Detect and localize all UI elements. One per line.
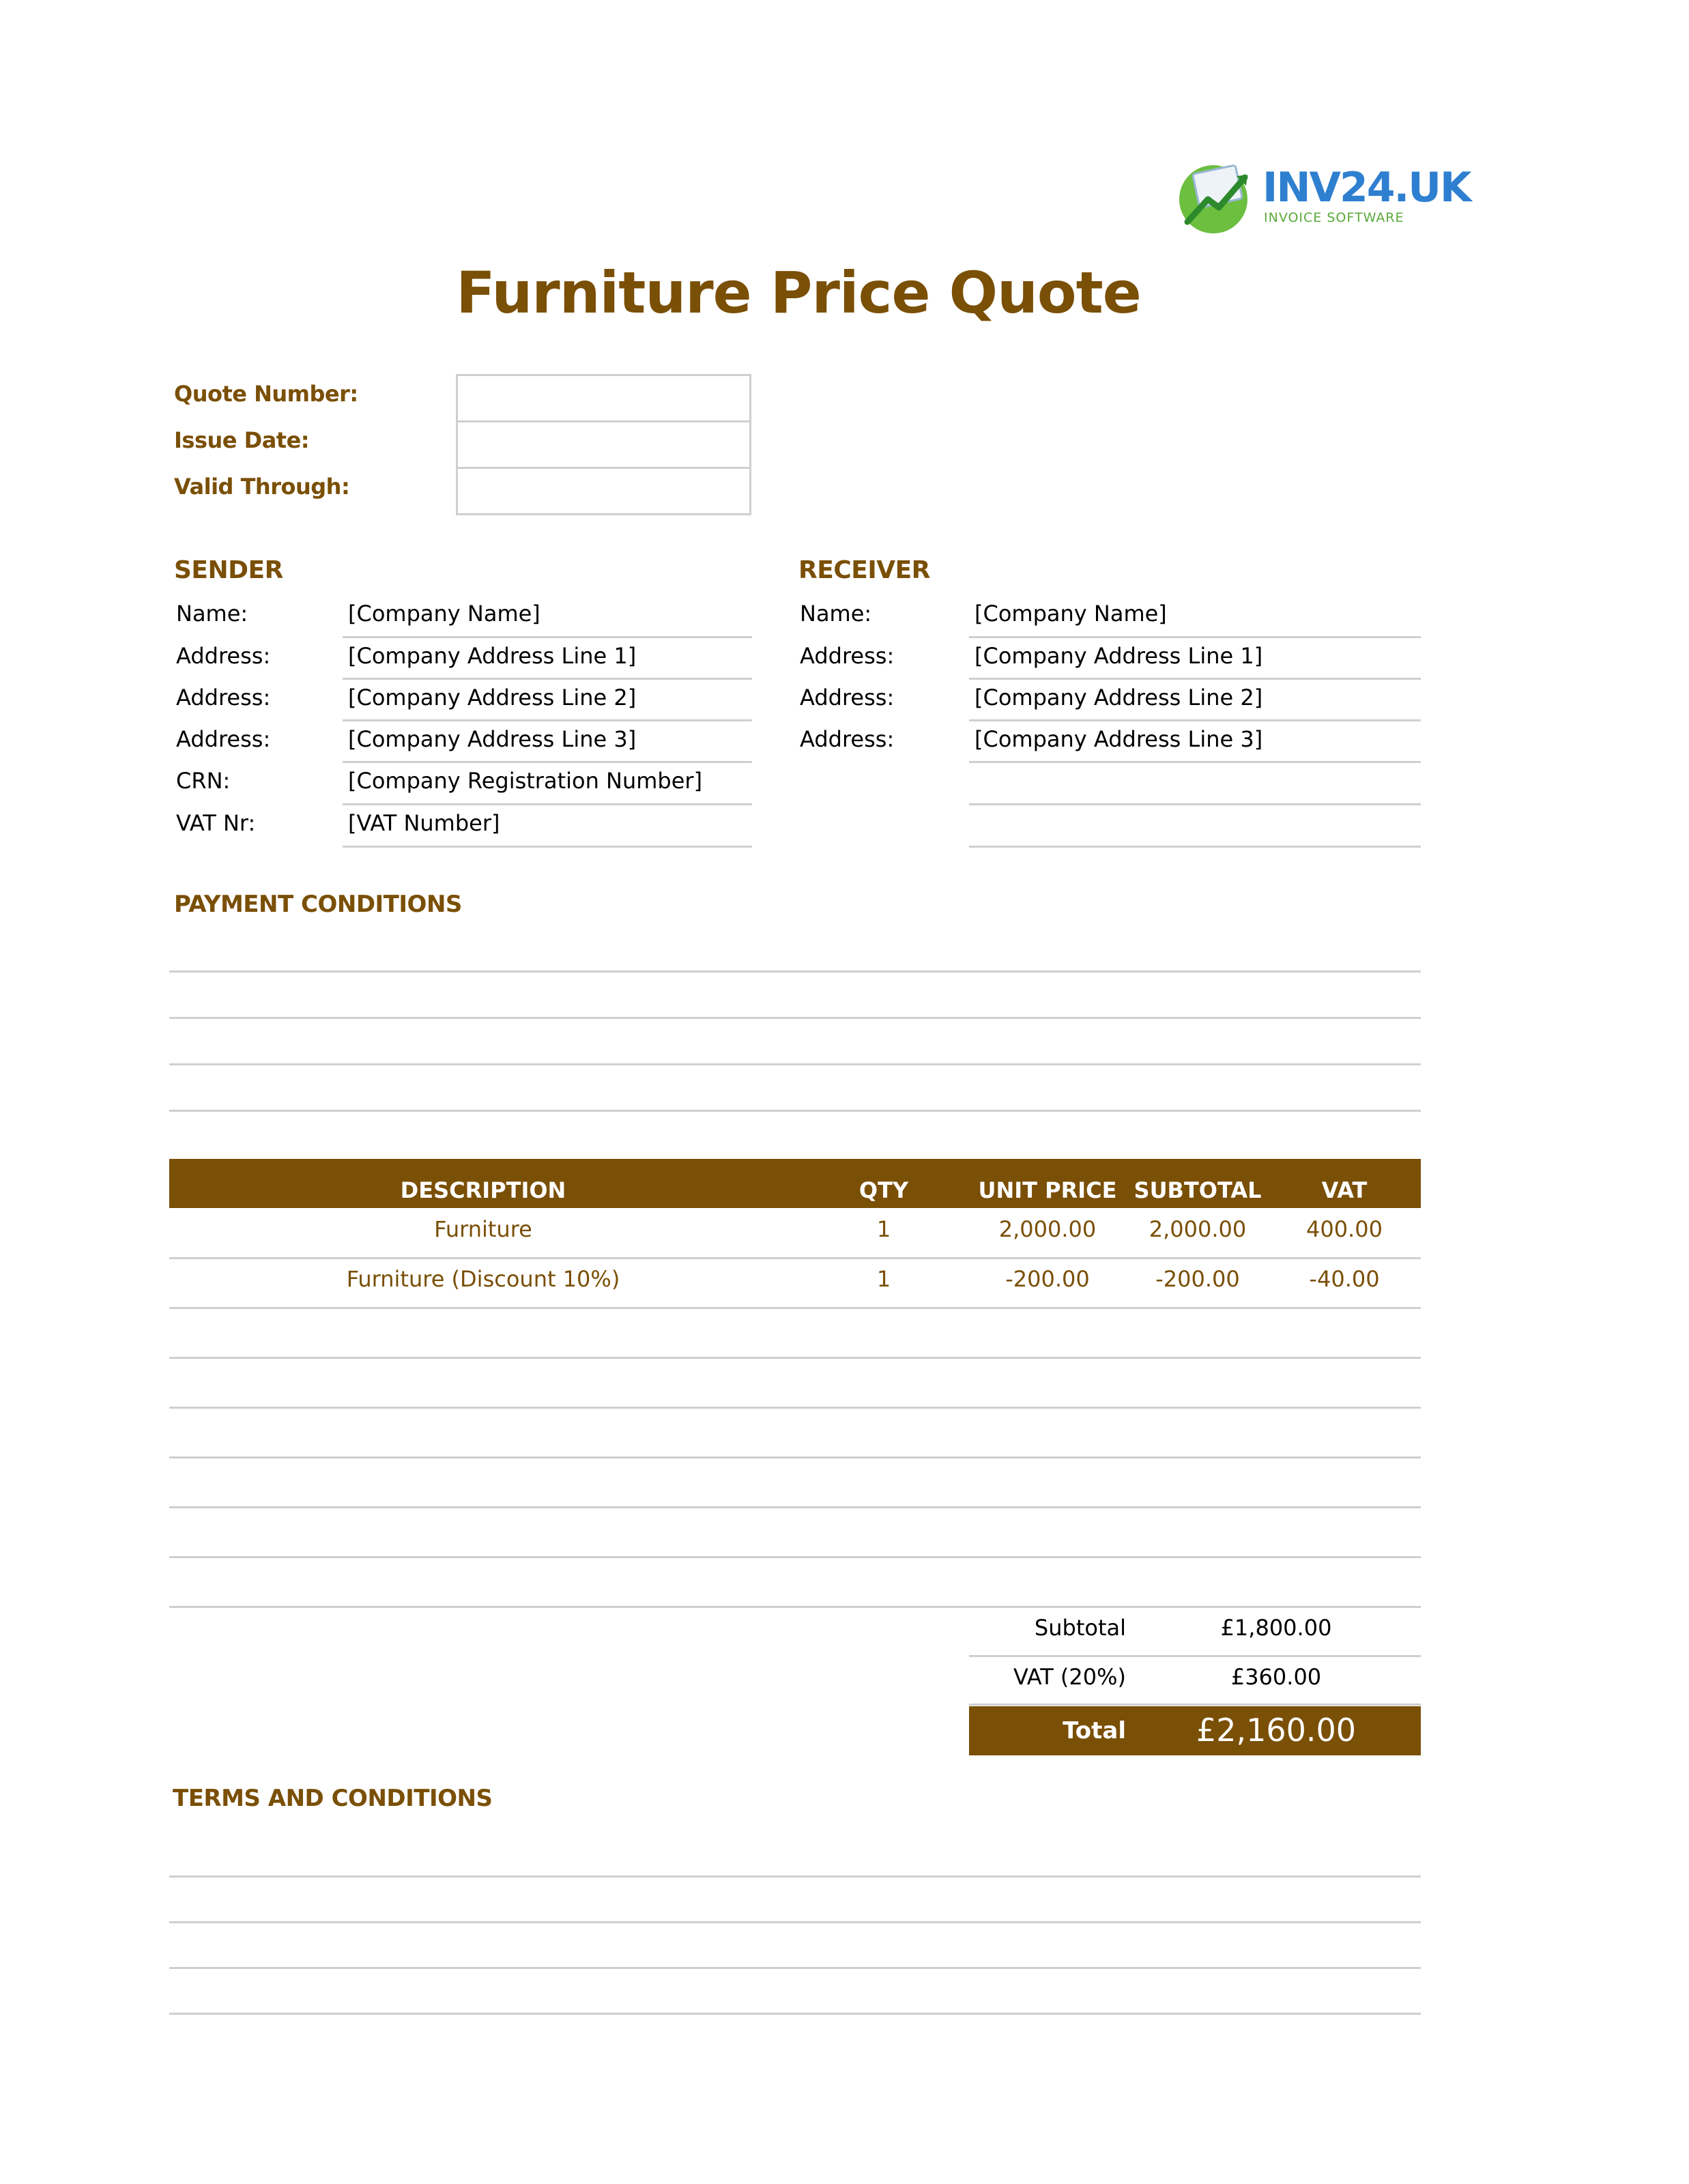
cell-subtotal: -200.00 <box>1155 1266 1240 1292</box>
page-title: Furniture Price Quote <box>456 259 1141 326</box>
table-row[interactable] <box>169 1259 1421 1307</box>
receiver-address-3-value[interactable]: [Company Address Line 3] <box>975 726 1263 752</box>
sender-address-3-value[interactable]: [Company Address Line 3] <box>348 726 637 752</box>
divider <box>969 1704 1421 1706</box>
sender-address-2-value[interactable]: [Company Address Line 2] <box>348 685 637 710</box>
divider <box>969 846 1421 848</box>
sender-crn-label: CRN: <box>176 768 231 794</box>
column-header-description: DESCRIPTION <box>400 1177 566 1203</box>
subtotal-label: Subtotal <box>1034 1615 1126 1641</box>
logo-tagline: INVOICE SOFTWARE <box>1264 210 1404 225</box>
sender-vat-label: VAT Nr: <box>176 810 256 836</box>
receiver-address-label: Address: <box>800 726 895 752</box>
divider <box>969 719 1421 721</box>
divider <box>343 636 752 638</box>
payment-conditions-line[interactable] <box>169 1063 1421 1065</box>
divider <box>969 678 1421 680</box>
empty-table-row[interactable] <box>169 1407 1421 1409</box>
divider <box>343 846 752 848</box>
column-header-vat: VAT <box>1321 1177 1368 1203</box>
divider <box>169 1307 1421 1309</box>
logo-emblem-icon <box>1174 157 1262 239</box>
valid-through-label: Valid Through: <box>174 474 350 500</box>
receiver-name-value[interactable]: [Company Name] <box>975 601 1167 627</box>
sender-address-label: Address: <box>176 643 271 669</box>
divider <box>969 1655 1421 1657</box>
terms-line[interactable] <box>169 1921 1421 1923</box>
cell-description: Furniture (Discount 10%) <box>346 1266 620 1292</box>
receiver-address-label: Address: <box>800 685 895 710</box>
payment-conditions-line[interactable] <box>169 1017 1421 1019</box>
receiver-address-label: Address: <box>800 643 895 669</box>
payment-conditions-line[interactable] <box>169 971 1421 973</box>
empty-table-row[interactable] <box>169 1556 1421 1558</box>
vat-value: £360.00 <box>1230 1664 1322 1690</box>
divider <box>343 761 752 763</box>
sender-name-value[interactable]: [Company Name] <box>348 601 540 627</box>
sender-crn-value[interactable]: [Company Registration Number] <box>348 768 703 794</box>
total-value: £2,160.00 <box>1196 1712 1357 1749</box>
column-header-subtotal: SUBTOTAL <box>1134 1177 1262 1203</box>
valid-through-field[interactable] <box>456 467 751 515</box>
total-label: Total <box>1063 1717 1126 1744</box>
sender-heading: SENDER <box>174 556 283 584</box>
quote-number-field[interactable] <box>456 374 751 422</box>
sender-vat-value[interactable]: [VAT Number] <box>348 810 500 836</box>
terms-line[interactable] <box>169 1876 1421 1878</box>
payment-conditions-heading: PAYMENT CONDITIONS <box>174 891 462 918</box>
empty-table-row[interactable] <box>169 1357 1421 1359</box>
sender-address-label: Address: <box>176 685 271 710</box>
cell-vat: 400.00 <box>1306 1216 1383 1242</box>
divider <box>343 678 752 680</box>
logo-brand-text: INV24.UK <box>1262 164 1471 212</box>
column-header-qty: QTY <box>858 1177 909 1203</box>
receiver-name-label: Name: <box>800 601 872 627</box>
sender-address-1-value[interactable]: [Company Address Line 1] <box>348 643 637 669</box>
divider <box>969 636 1421 638</box>
receiver-heading: RECEIVER <box>798 556 930 584</box>
receiver-address-1-value[interactable]: [Company Address Line 1] <box>975 643 1263 669</box>
cell-description: Furniture <box>434 1216 532 1242</box>
cell-qty: 1 <box>876 1266 891 1292</box>
subtotal-value: £1,800.00 <box>1220 1615 1332 1641</box>
issue-date-field[interactable] <box>456 420 751 469</box>
cell-subtotal: 2,000.00 <box>1149 1216 1247 1242</box>
cell-unit-price: -200.00 <box>1005 1266 1090 1292</box>
terms-line[interactable] <box>169 2013 1421 2015</box>
table-row[interactable] <box>169 1209 1421 1257</box>
cell-vat: -40.00 <box>1309 1266 1380 1292</box>
quote-number-label: Quote Number: <box>174 381 358 407</box>
divider <box>969 761 1421 763</box>
cell-qty: 1 <box>876 1216 891 1242</box>
divider <box>343 719 752 721</box>
empty-table-row[interactable] <box>169 1606 1421 1608</box>
divider <box>969 803 1421 805</box>
terms-heading: TERMS AND CONDITIONS <box>173 1785 493 1812</box>
vat-label: VAT (20%) <box>1013 1664 1126 1690</box>
issue-date-label: Issue Date: <box>174 427 310 453</box>
sender-address-label: Address: <box>176 726 271 752</box>
sender-name-label: Name: <box>176 601 248 627</box>
payment-conditions-line[interactable] <box>169 1110 1421 1112</box>
divider <box>343 803 752 805</box>
column-header-unit-price: UNIT PRICE <box>978 1177 1117 1203</box>
cell-unit-price: 2,000.00 <box>998 1216 1097 1242</box>
empty-table-row[interactable] <box>169 1456 1421 1459</box>
total-bar <box>969 1706 1421 1755</box>
empty-table-row[interactable] <box>169 1506 1421 1508</box>
receiver-address-2-value[interactable]: [Company Address Line 2] <box>975 685 1263 710</box>
terms-line[interactable] <box>169 1967 1421 1969</box>
